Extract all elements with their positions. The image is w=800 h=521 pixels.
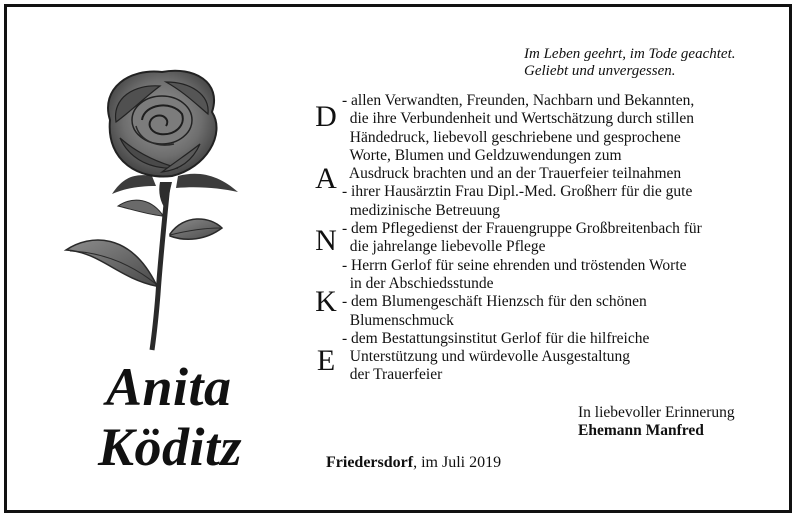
deceased-last-name: Köditz: [98, 417, 243, 477]
danke-letter: K: [315, 285, 337, 318]
thanks-line: der Trauerfeier: [342, 366, 443, 384]
place-date: [326, 454, 501, 472]
place-town: Friedersdorf: [326, 454, 414, 471]
rose-illustration: [60, 64, 260, 354]
thanks-line: Blumenschmuck: [342, 311, 454, 329]
motto: [524, 46, 784, 80]
deceased-first-name: Anita: [106, 357, 232, 417]
thanks-line: - dem Blumengeschäft Hienzsch für den schönen: [342, 293, 647, 311]
danke-letter: E: [316, 344, 336, 377]
thanks-line: Worte, Blumen und Geldzuwendungen zum: [342, 146, 622, 164]
thanks-line: in der Abschiedsstunde: [342, 274, 494, 292]
danke-letter: A: [315, 162, 337, 195]
thanks-line: medizinische Betreuung: [342, 201, 500, 219]
thanks-line: die jahrelange liebevolle Pflege: [342, 238, 546, 256]
closing: [578, 404, 735, 440]
place-date-text: , im Juli 2019: [413, 454, 502, 471]
danke-letter: D: [315, 100, 337, 133]
motto-line: Geliebt und unvergessen.: [524, 63, 676, 79]
thanks-text: [342, 92, 742, 385]
closing-phrase: In liebevoller Erinnerung: [578, 404, 735, 421]
thanks-line: die ihre Verbundenheit und Wertschätzung durch stillen: [342, 110, 695, 128]
danke-letter: N: [315, 224, 337, 257]
thanks-line: - allen Verwandten, Freunden, Nachbarn und Bekannten,: [342, 92, 695, 109]
motto-line: Im Leben geehrt, im Tode geachtet.: [524, 46, 736, 62]
closing-signer: Ehemann Manfred: [578, 422, 704, 439]
thanks-line: Unterstützung und würdevolle Ausgestaltung: [342, 348, 630, 366]
thanks-line: - ihrer Hausärztin Frau Dipl.-Med. Großherr für die gute: [342, 183, 693, 201]
thanks-line: - dem Bestattungsinstitut Gerlof für die hilfreiche: [342, 329, 650, 347]
thanks-line: - dem Pflegedienst der Frauengruppe Großbreitenbach für: [342, 220, 702, 238]
thanks-line: - Herrn Gerlof für seine ehrenden und tröstenden Worte: [342, 256, 687, 274]
thanks-line: Händedruck, liebevoll geschriebene und gesprochene: [342, 128, 681, 146]
thanks-line: Ausdruck brachten und an der Trauerfeier teilnahmen: [342, 165, 682, 183]
